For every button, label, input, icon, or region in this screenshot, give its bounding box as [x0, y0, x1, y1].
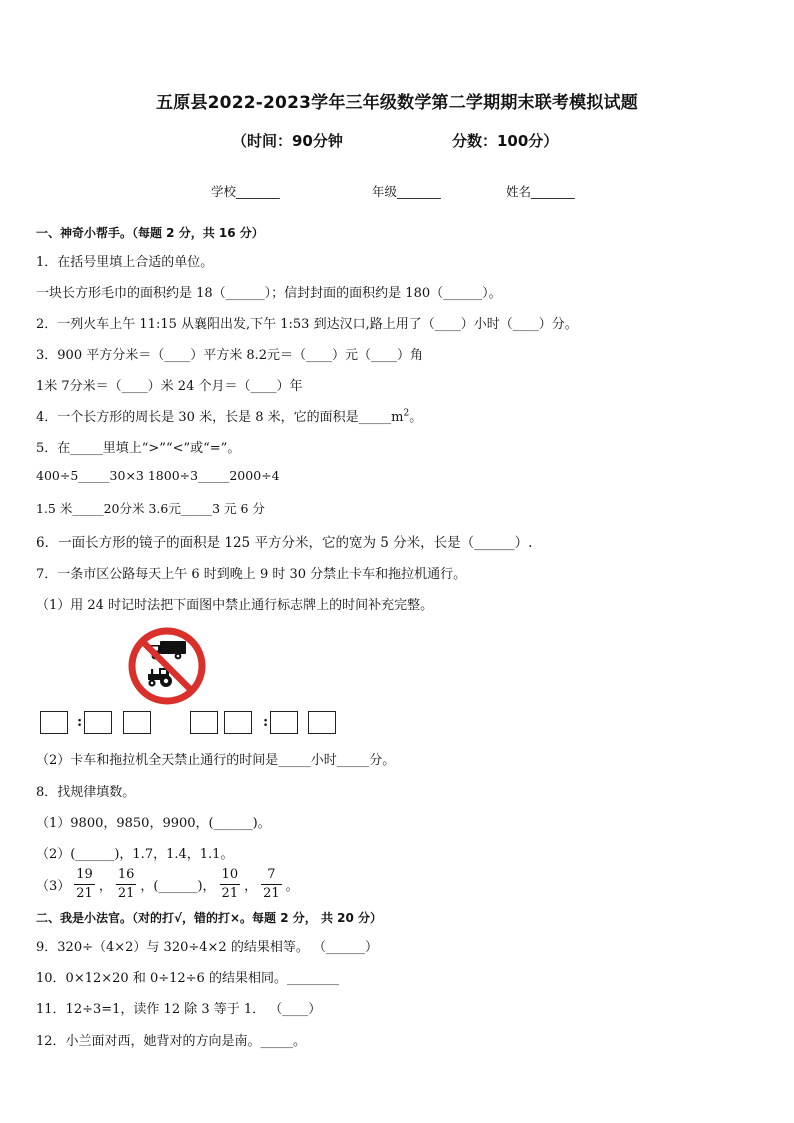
time-colon-end: : [263, 714, 269, 730]
exam-time: （时间：90分钟 [232, 132, 343, 150]
fraction-numerator: 16 [116, 866, 137, 885]
question-5: 5．在_____里填上“>”“<”或“=”。 [36, 441, 241, 456]
fraction-separator: ， [244, 879, 258, 894]
fraction-denominator: 21 [76, 886, 93, 901]
section-1-heading: 一、神奇小帮手。（每题 2 分，共 16 分） [36, 226, 264, 240]
question-1-content: 一块长方形毛巾的面积约是 18（______）；信封封面的面积约是 180（______）。 [36, 286, 502, 301]
school-field[interactable]: 学校_______ [211, 184, 280, 199]
time-box-start-hour-tens[interactable] [40, 711, 68, 734]
question-3-line-1: 3．900 平方分米＝（____）平方米 8.2元＝（____）元（____）角 [36, 348, 424, 363]
question-12: 12．小兰面对西，她背对的方向是南。_____。 [36, 1034, 307, 1049]
fraction-19-21 [74, 866, 95, 903]
time-box-end-hour-tens[interactable] [190, 711, 218, 734]
fraction-7-21 [261, 866, 282, 903]
section-2-heading: 二、我是小法官。（对的打√，错的打×。每题 2 分， 共 20 分） [36, 911, 382, 925]
question-7-part-2: （2）卡车和拖拉机全天禁止通行的时间是_____小时_____分。 [36, 753, 396, 768]
question-4-end: 。 [409, 410, 423, 425]
question-1: 1．在括号里填上合适的单位。 [36, 255, 214, 270]
grade-field[interactable]: 年级_______ [372, 184, 441, 199]
question-8-part-3 [36, 866, 299, 903]
question-5-row-1: 400÷5_____30×3 1800÷3_____2000÷4 [36, 468, 280, 483]
time-box-start-minute-ones[interactable] [123, 711, 151, 734]
exam-score: 分数：100分） [452, 132, 559, 150]
time-box-end-hour-ones[interactable] [224, 711, 252, 734]
question-9: 9．320÷（4×2）与 320÷4×2 的结果相等。 （______） [36, 940, 378, 955]
question-11: 11．12÷3=1，读作 12 除 3 等于 1． （____） [36, 1002, 322, 1017]
time-box-end-minute-ones[interactable] [308, 711, 336, 734]
name-field[interactable]: 姓名_______ [506, 184, 575, 199]
fraction-denominator: 21 [263, 886, 280, 901]
question-6: 6．一面长方形的镜子的面积是 125 平方分米，它的宽为 5 分米，长是（______）. [36, 535, 533, 551]
time-box-end-minute-tens[interactable] [270, 711, 298, 734]
question-7: 7．一条市区公路每天上午 6 时到晚上 9 时 30 分禁止卡车和拖拉机通行。 [36, 567, 467, 582]
fraction-numerator: 10 [220, 866, 241, 885]
time-colon-start: : [77, 714, 83, 730]
no-trucks-tractors-sign-icon [126, 625, 208, 707]
exam-title: 五原县2022-2023学年三年级数学第二学期期末联考模拟试题 [156, 93, 638, 113]
fraction-16-21 [116, 866, 137, 903]
q8-3-end: 。 [285, 879, 299, 894]
question-3-line-2: 1米 7分米＝（____）米 24 个月＝（____）年 [36, 379, 303, 394]
question-8-part-2: （2）(______)，1.7，1.4，1.1。 [36, 847, 234, 862]
square-exponent: 2 [403, 408, 410, 419]
fraction-numerator: 19 [74, 866, 95, 885]
question-7-part-1: （1）用 24 时记时法把下面图中禁止通行标志牌上的时间补充完整。 [36, 598, 434, 613]
question-10: 10．0×12×20 和 0÷12÷6 的结果相同。________ [36, 971, 339, 986]
question-2: 2．一列火车上午 11:15 从襄阳出发,下午 1:53 到达汉口,路上用了（____）小时（____）分。 [36, 317, 578, 332]
fraction-denominator: 21 [117, 886, 135, 901]
question-4 [36, 406, 422, 425]
fraction-10-21 [220, 866, 241, 903]
question-8: 8．找规律填数。 [36, 785, 136, 800]
q8-3-prefix: （3） [36, 879, 71, 894]
question-4-text: 4．一个长方形的周长是 30 米，长是 8 米，它的面积是_____m [36, 410, 404, 425]
fraction-numerator: 7 [261, 866, 282, 885]
time-box-start-minute-tens[interactable] [84, 711, 112, 734]
question-8-part-1: （1）9800，9850，9900，(______)。 [36, 816, 271, 831]
q8-3-blank: ，(______)， [140, 879, 216, 894]
fraction-separator: ， [98, 879, 112, 894]
fraction-denominator: 21 [221, 886, 239, 901]
question-5-row-2: 1.5 米_____20分米 3.6元_____3 元 6 分 [36, 501, 265, 516]
